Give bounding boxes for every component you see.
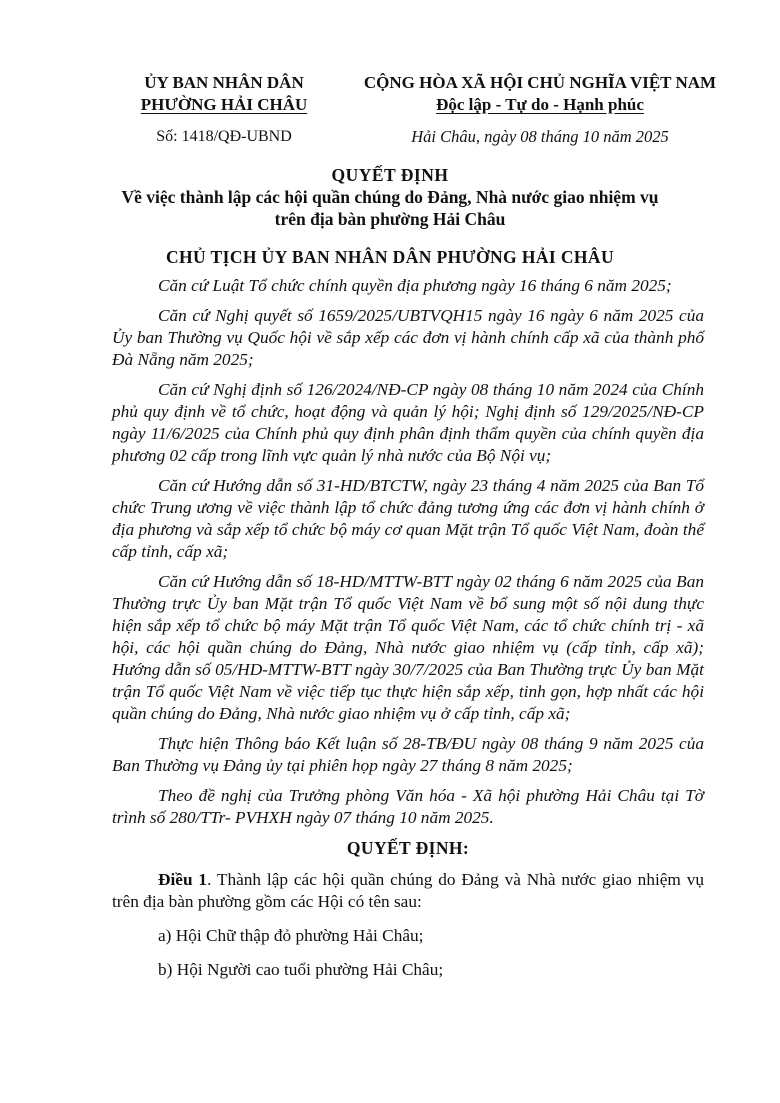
- preamble-paragraph: Căn cứ Hướng dẫn số 18-HD/MTTW-BTT ngày 02 tháng 6 năm 2025 của Ban Thường trực Ủy ban Mặt trận Tổ quốc Việt Nam về bổ sung một số nội dung thực hiện sắp xếp tổ chức bộ máy Mặt trận Tổ quốc Việt Nam, các tổ chức chính trị - xã hội, các hội quần chúng do Đảng, Nhà nước giao nhiệm vụ (cấp tỉnh, cấp xã); Hướng dẫn số 05/HD-MTTW-BTT ngày 30/7/2025 của Ban Thường trực Ủy ban Mặt trận Tổ quốc Việt Nam về việc tiếp tục thực hiện sắp xếp, tinh gọn, hợp nhất các hội quần chúng do Đảng, Nhà nước giao nhiệm vụ ở cấp tỉnh, cấp xã;: [112, 572, 704, 723]
- issuing-authority-line2: [118, 94, 330, 116]
- issuing-authority-line1: ỦY BAN NHÂN DÂN: [144, 73, 304, 92]
- document-subject-line2: trên địa bàn phường Hải Châu: [274, 209, 506, 229]
- article-1-item: b) Hội Người cao tuổi phường Hải Châu;: [158, 960, 444, 979]
- article-1-label: Điều 1: [158, 870, 208, 889]
- signing-authority-heading: CHỦ TỊCH ỦY BAN NHÂN DÂN PHƯỜNG HẢI CHÂU: [166, 247, 614, 267]
- article-1: [112, 869, 704, 913]
- document-number: Số: 1418/QĐ-UBND: [156, 128, 292, 145]
- decision-heading: QUYẾT ĐỊNH:: [346, 838, 470, 858]
- article-1-item: a) Hội Chữ thập đỏ phường Hải Châu;: [158, 926, 424, 945]
- national-title: CỘNG HÒA XÃ HỘI CHỦ NGHĨA VIỆT NAM: [363, 73, 717, 92]
- preamble-paragraph: Căn cứ Nghị quyết số 1659/2025/UBTVQH15 ngày 16 ngày 6 năm 2025 của Ủy ban Thường vụ Quốc hội về sắp xếp các đơn vị hành chính cấp xã của thành phố Đà Nẵng năm 2025;: [112, 306, 704, 369]
- document-title-block: [80, 164, 700, 230]
- national-motto-line: [340, 94, 740, 116]
- preamble-paragraph: Theo đề nghị của Trưởng phòng Văn hóa - Xã hội phường Hải Châu tại Tờ trình số 280/TTr- PVHXH ngày 07 tháng 10 năm 2025.: [112, 786, 704, 827]
- preamble-paragraph: Căn cứ Nghị định số 126/2024/NĐ-CP ngày 08 tháng 10 năm 2024 của Chính phủ quy định về tổ chức, hoạt động và quản lý hội; Nghị định số 129/2025/NĐ-CP ngày 11/6/2025 của Chính phủ quy định phân định thẩm quyền của chính quyền địa phương 02 cấp trong lĩnh vực quản lý nhà nước của Bộ Nội vụ;: [112, 380, 704, 465]
- issuing-authority-block: [118, 72, 330, 148]
- document-header: [0, 72, 780, 152]
- national-title-block: [340, 72, 740, 148]
- preamble-paragraph: Căn cứ Luật Tổ chức chính quyền địa phương ngày 16 tháng 6 năm 2025;: [158, 276, 672, 295]
- national-motto: Độc lập - Tự do - Hạnh phúc: [436, 95, 644, 114]
- document-subject-line1: Về việc thành lập các hội quần chúng do Đảng, Nhà nước giao nhiệm vụ: [121, 187, 659, 207]
- preamble-paragraph: Căn cứ Hướng dẫn số 31-HD/BTCTW, ngày 23 tháng 4 năm 2025 của Ban Tổ chức Trung ương về việc thành lập tổ chức đảng tương ứng các đơn vị hành chính ở địa phương và sắp xếp tổ chức bộ máy cơ quan Mặt trận Tổ quốc Việt Nam, đoàn thể cấp tỉnh, cấp xã;: [112, 476, 704, 561]
- document-body: [112, 275, 704, 993]
- document-title: QUYẾT ĐỊNH: [331, 165, 449, 185]
- issuing-authority-name: PHƯỜNG HẢI CHÂU: [140, 95, 308, 114]
- article-1-text: . Thành lập các hội quần chúng do Đảng và Nhà nước giao nhiệm vụ trên địa bàn phường gồm các Hội có tên sau:: [112, 870, 705, 911]
- document-date: Hải Châu, ngày 08 tháng 10 năm 2025: [411, 127, 669, 146]
- preamble-paragraph: Thực hiện Thông báo Kết luận số 28-TB/ĐU ngày 08 tháng 9 năm 2025 của Ban Thường vụ Đảng ủy tại phiên họp ngày 27 tháng 8 năm 2025;: [112, 734, 704, 775]
